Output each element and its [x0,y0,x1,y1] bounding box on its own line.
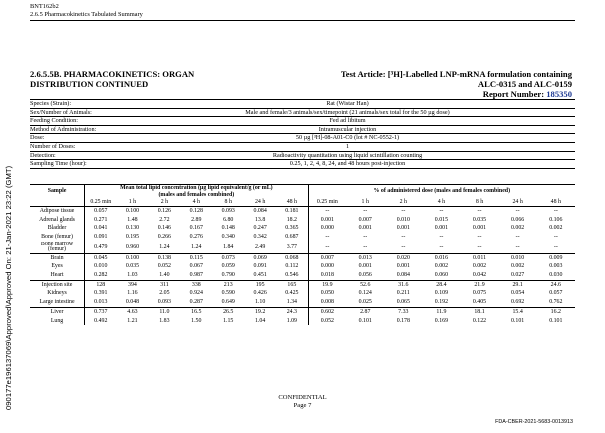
study-info-row [30,100,575,109]
dose-percent-cell: 0.002 [549,225,563,232]
sample-cell: Adrenal glands [30,216,85,225]
dose-percent-cell: 0.050 [320,290,335,297]
table-row [30,224,575,233]
concentration-cell: 0.091 [253,263,267,270]
dose-percent-cell: 0.025 [346,298,384,307]
concentration-cell: 1.34 [276,298,308,307]
study-info-label: Method of Administration: [30,125,97,133]
concentration-cell: 0.148 [221,225,235,232]
dose-percent-cell: 7.33 [398,308,409,315]
concentration-cell: 1.48 [127,216,138,223]
study-info-label: Sex/Number of Animals: [30,108,92,116]
concentration-cell: 0.068 [276,253,308,262]
dose-percent-cell: 0.003 [549,263,563,270]
concentration-cell: 394 [128,281,137,288]
study-info-row [30,134,575,143]
concentration-cell: 0.266 [157,234,172,241]
dose-percent-cell: 0.020 [396,254,410,261]
approval-stamp-text: 090177e196137069\Approved\Approved On: 21-Jan-2021 23:22 (GMT) [4,165,13,410]
concentration-timepoint-header: 2 h [148,198,180,207]
concentration-cell: 0.276 [189,234,203,241]
dose-percent-cell: -- [515,234,520,241]
concentration-cell: 0.073 [221,254,235,261]
concentration-cell: 0.425 [276,289,308,298]
concentration-cell: 0.084 [253,208,267,214]
concentration-cell: 0.091 [94,234,108,241]
header-rule [30,20,575,21]
dose-percent-cell: 0.762 [537,298,575,307]
dose-percent-cell: -- [499,242,537,253]
concentration-cell: 0.093 [221,208,235,214]
study-info-row [30,109,575,118]
dose-percent-cell: 0.124 [358,290,372,297]
dose-percent-cell: 0.075 [472,290,487,297]
sample-cell: Brain [30,253,85,262]
study-info-value: 1 [345,142,350,150]
concentration-cell: 1.09 [276,317,308,326]
dose-percent-cell: 0.001 [320,216,335,223]
sample-cell: Bladder [30,224,85,233]
concentration-cell: 0.181 [276,207,308,216]
dose-percent-cell: -- [401,234,406,241]
dose-percent-cell: 15.4 [512,308,523,315]
study-info-value: Intramuscular injection [318,125,377,133]
section-title-line1: 2.6.5.5B. PHARMACOKINETICS: ORGAN [30,69,195,79]
dose-percent-cell: 0.002 [510,263,525,270]
dose-percent-cell: 0.106 [549,216,563,223]
dose-percent-cell: 0.054 [510,290,525,297]
document-id: FDA-CBER-2021-5683-0013913 [495,419,573,425]
concentration-cell: 0.195 [125,234,140,241]
dose-percent-cell: 0.052 [320,317,335,324]
dose-percent-cell: 19.9 [322,281,333,288]
concentration-cell: 0.287 [180,298,212,307]
concentration-cell: 0.790 [212,271,244,280]
dose-percent-cell: 0.101 [358,317,372,324]
timepoint-header-blank [30,198,85,207]
table-row [30,207,575,216]
concentration-cell: 0.737 [94,308,108,315]
dose-percent-cell: -- [384,242,422,253]
study-info-table [30,100,575,169]
header-section: 2.6.5 Pharmacokinetics Tabulated Summary [30,10,143,18]
dose-percent-timepoint-header: 24 h [499,198,537,207]
sample-name-line1: Bone marrow [40,241,74,247]
confidential-label: CONFIDENTIAL [278,394,327,401]
study-info-label: Detection: [30,151,56,159]
dose-percent-timepoint-header: 8 h [460,198,498,207]
concentration-cell: 0.426 [253,290,267,297]
dose-percent-cell: -- [537,242,575,253]
concentration-cell: 26.5 [223,308,234,315]
concentration-cell: 3.77 [276,242,308,253]
dose-percent-cell: 0.060 [422,271,460,280]
concentration-timepoint-header: 48 h [276,198,308,207]
study-info-value: 50 µg [³H]-08-A01-C0 (lot # NC-0552-1) [295,134,400,142]
concentration-cell: 2.05 [159,290,170,297]
concentration-cell: 0.342 [253,234,267,241]
study-info-label: Number of Doses: [30,142,76,150]
study-info-label: Sampling Time (hour): [30,160,87,168]
dose-percent-cell: 0.035 [472,216,487,223]
concentration-cell: 1.21 [127,317,138,324]
concentration-cell: 0.130 [125,225,140,232]
concentration-cell: 0.167 [189,225,203,232]
report-number-label: Report Number: [482,89,547,99]
dose-percent-cell: 0.001 [396,263,410,270]
concentration-cell: 0.069 [253,254,267,261]
concentration-cell: 165 [276,280,308,289]
dose-percent-cell: -- [422,242,460,253]
dose-percent-cell: 0.056 [346,271,384,280]
concentration-cell: 16.5 [191,308,202,315]
sample-cell: Lung [30,317,85,326]
concentration-cell: 2.72 [159,216,170,223]
dose-percent-cell: 31.6 [398,281,409,288]
dose-percent-cell: 28.4 [436,281,447,288]
concentration-cell: 2.49 [244,242,276,253]
concentration-cell: 128 [96,281,106,288]
sample-cell: Heart [30,271,85,280]
study-info-value: Male and female/3 animals/sex/timepoint (21 animals/sex total for the 50 µg dose) [245,108,450,116]
dose-percent-cell: 0.016 [434,254,449,261]
sample-cell: Bone (femur) [30,233,85,242]
concentration-cell: 338 [191,281,201,288]
dose-percent-cell: 0.084 [384,271,422,280]
concentration-cell: 0.115 [189,254,203,261]
concentration-cell: 0.451 [244,271,276,280]
concentration-cell: 0.687 [276,233,308,242]
table-row [30,253,575,262]
timepoint-header-row [30,198,575,207]
dose-percent-cell: 11.9 [436,308,447,315]
concentration-cell: 1.03 [117,271,149,280]
dose-percent-cell: 0.027 [499,271,537,280]
pk-data-table-wrapper [30,184,575,325]
dose-percent-cell: 24.6 [550,281,561,288]
concentration-cell: 18.2 [276,216,308,225]
dose-percent-cell: 18.1 [474,308,485,315]
dose-percent-cell: 0.122 [472,317,487,324]
concentration-cell: 0.093 [148,298,180,307]
concentration-cell: 0.365 [276,224,308,233]
concentration-timepoint-header: 0.25 min [85,198,117,207]
concentration-cell: 0.479 [85,242,117,253]
concentration-cell: 0.987 [180,271,212,280]
concentration-cell: 0.340 [221,234,235,241]
table-row [30,216,575,225]
dose-percent-cell: 0.169 [434,317,449,324]
concentration-cell: 4.63 [127,308,138,315]
dose-percent-cell: 0.007 [358,216,372,223]
concentration-cell: 1.16 [127,290,138,297]
dose-percent-cell: -- [553,234,558,241]
concentration-cell: 195 [255,281,265,288]
concentration-cell: 0.146 [157,225,172,232]
dose-percent-cell: 0.101 [549,317,563,324]
dose-percent-timepoint-header: 0.25 min [308,198,346,207]
study-info-value: 0.25, 1, 2, 4, 8, 24, and 48 hours post-injection [289,160,406,168]
dose-percent-cell: 0.178 [396,317,410,324]
dose-percent-cell: 0.001 [396,225,410,232]
dose-percent-group-header: % of administered dose (males and females combined) [308,185,575,199]
concentration-cell: 0.128 [189,208,203,214]
concentration-cell: 0.960 [117,242,149,253]
report-number-value: 185350 [546,89,572,99]
sample-cell: Liver [30,307,85,316]
concentration-group-header [85,185,309,199]
study-info-value: Rat (Wistar Han) [326,100,369,107]
pk-data-table [30,184,575,325]
sample-column-header: Sample [30,185,85,199]
concentration-cell: 0.649 [212,298,244,307]
concentration-cell: 0.492 [94,317,108,324]
running-header [30,3,143,18]
dose-percent-cell: 0.692 [499,298,537,307]
dose-percent-cell: -- [515,208,520,214]
section-title-line2: DISTRIBUTION CONTINUED [30,79,149,89]
dose-percent-cell: 0.001 [358,263,372,270]
concentration-cell: 0.126 [157,208,172,214]
dose-percent-cell: 16.2 [550,308,561,315]
dose-percent-cell: 0.000 [320,225,335,232]
concentration-header-line2: (males and females combined) [158,191,235,198]
concentration-cell: 1.04 [254,317,266,324]
dose-percent-cell: 0.002 [434,263,449,270]
concentration-cell: 0.041 [94,225,108,232]
table-row [30,262,575,271]
dose-percent-cell: 0.101 [510,317,525,324]
concentration-cell: 1.40 [148,271,180,280]
concentration-cell: 1.10 [244,298,276,307]
concentration-cell: 0.057 [94,208,108,214]
concentration-cell: 311 [160,281,169,288]
dose-percent-cell: 0.405 [460,298,498,307]
concentration-cell: 0.059 [221,263,235,270]
dose-percent-cell: -- [325,208,330,214]
concentration-cell: 0.067 [189,263,203,270]
test-article-block [341,69,572,99]
report-number-line [341,89,572,99]
section-title [30,69,194,89]
dose-percent-cell: 21.9 [474,281,485,288]
table-row [30,289,575,298]
study-info-row [30,117,575,126]
header-product: BNT162b2 [30,3,59,10]
dose-percent-cell: 0.192 [422,298,460,307]
concentration-cell: 0.590 [221,290,235,297]
dose-percent-cell: 0.009 [549,254,563,261]
dose-percent-cell: 2.87 [360,308,371,315]
concentration-timepoint-header: 4 h [180,198,212,207]
sample-cell: Injection site [30,280,85,289]
table-row [30,298,575,307]
table-row [30,271,575,280]
dose-percent-cell: -- [308,242,346,253]
concentration-cell: 0.100 [125,208,140,214]
concentration-cell: 1.50 [191,317,202,324]
sample-cell: Adipose tissue [30,207,85,216]
table-row [30,233,575,242]
concentration-cell: 0.045 [94,254,108,261]
concentration-header-line1: Mean total lipid concentration (µg lipid equivalent/g (or mL) [120,185,273,191]
dose-percent-timepoint-header: 4 h [422,198,460,207]
sample-cell [30,242,85,253]
study-info-value: Radioactivity quantitation using liquid scintillation counting [272,151,423,159]
dose-percent-cell: 0.018 [308,271,346,280]
concentration-cell: 1.83 [159,317,170,324]
concentration-timepoint-header: 24 h [244,198,276,207]
concentration-cell: 2.89 [191,216,202,223]
dose-percent-cell: -- [477,208,482,214]
dose-percent-cell: 0.001 [472,225,487,232]
concentration-cell: 0.112 [276,262,308,271]
dose-percent-cell: 0.066 [510,216,525,223]
dose-percent-cell: 0.000 [320,263,335,270]
page-number: Page 7 [293,402,312,409]
concentration-cell: 0.282 [85,271,117,280]
dose-percent-cell: 0.010 [510,254,525,261]
table-row [30,280,575,289]
study-info-label: Dose: [30,134,45,142]
page-footer [0,394,605,410]
table-row [30,307,575,316]
concentration-cell: 0.010 [94,263,108,270]
dose-percent-cell: 0.013 [358,254,372,261]
dose-percent-cell: 0.007 [320,254,335,261]
dose-percent-cell: 0.001 [434,225,449,232]
concentration-timepoint-header: 1 h [117,198,149,207]
concentration-cell: 1.24 [148,242,180,253]
test-article-line2: ALC-0315 and ALC-0159 [477,79,572,89]
table-row [30,317,575,326]
dose-percent-cell: 0.602 [320,308,335,315]
dose-percent-cell: -- [346,242,384,253]
concentration-cell: 1.15 [223,317,234,324]
concentration-cell: 0.247 [253,225,267,232]
dose-percent-cell: 52.6 [360,281,371,288]
sample-cell: Kidneys [30,289,85,298]
study-info-row [30,143,575,152]
dose-percent-timepoint-header: 2 h [384,198,422,207]
dose-percent-cell: 0.002 [472,263,487,270]
dose-percent-cell: 0.011 [472,254,487,261]
concentration-cell: 0.138 [157,254,172,261]
dose-percent-cell: 0.109 [434,290,449,297]
table-row [30,242,575,253]
study-info-row [30,152,575,161]
dose-percent-cell: 0.008 [308,298,346,307]
concentration-cell: 19.2 [254,308,266,315]
concentration-cell: 0.100 [125,254,140,261]
concentration-cell: 24.3 [276,307,308,316]
concentration-cell: 0.924 [189,290,203,297]
test-article-line1: Test Article: [³H]-Labelled LNP-mRNA formulation containing [340,69,572,79]
concentration-cell: 6.80 [223,216,234,223]
dose-percent-timepoint-header: 1 h [346,198,384,207]
dose-percent-cell: -- [401,208,406,214]
dose-percent-cell: 0.010 [396,216,410,223]
dose-percent-cell: 0.057 [549,290,563,297]
concentration-cell: 213 [223,281,233,288]
concentration-timepoint-header: 8 h [212,198,244,207]
dose-percent-cell: -- [477,234,482,241]
concentration-cell: 11.0 [159,308,170,315]
concentration-cell: 0.052 [157,263,172,270]
dose-percent-cell: 0.030 [537,271,575,280]
concentration-cell: 13.8 [254,216,266,223]
dose-percent-cell: -- [325,234,330,241]
study-info-row [30,126,575,135]
sample-cell: Large intestine [30,298,85,307]
concentration-cell: 1.84 [212,242,244,253]
dose-percent-cell: 29.1 [512,281,523,288]
dose-percent-cell: 0.065 [384,298,422,307]
dose-percent-cell: -- [363,208,368,214]
concentration-cell: 0.271 [94,216,108,223]
dose-percent-cell: 0.015 [434,216,449,223]
sample-cell: Eyes [30,262,85,271]
dose-percent-cell: -- [553,208,558,214]
dose-percent-cell: -- [439,234,444,241]
dose-percent-cell: -- [439,208,444,214]
sample-name-line2: (femur) [48,246,67,253]
concentration-cell: 0.391 [94,290,108,297]
dose-percent-cell: -- [460,242,498,253]
concentration-cell: 0.546 [276,271,308,280]
concentration-cell: 0.013 [85,298,117,307]
study-info-row [30,160,575,169]
dose-percent-cell: 0.002 [510,225,525,232]
dose-percent-cell: 0.042 [460,271,498,280]
study-info-label: Feeding Condition: [30,117,78,125]
concentration-cell: 0.048 [117,298,149,307]
dose-percent-timepoint-header: 48 h [537,198,575,207]
dose-percent-cell: 0.001 [358,225,372,232]
dose-percent-cell: 0.211 [396,290,410,297]
concentration-cell: 1.24 [180,242,212,253]
dose-percent-cell: -- [363,234,368,241]
study-info-label: Species (Strain): [30,100,72,107]
concentration-cell: 0.035 [125,263,140,270]
study-info-value: Fed ad libitum [329,117,366,125]
